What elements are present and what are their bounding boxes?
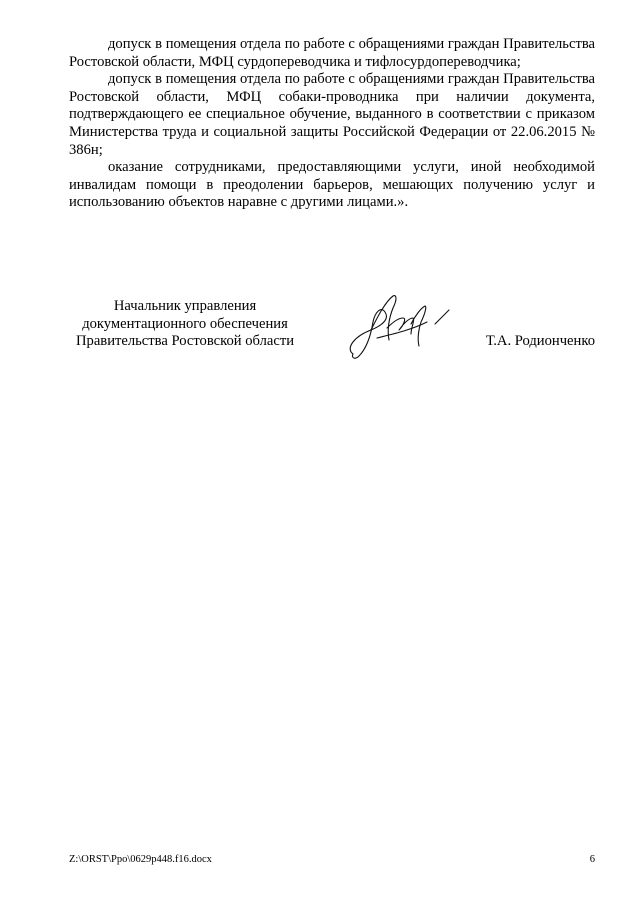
signer-position — [69, 298, 301, 351]
paragraph-sign-language-access: допуск в помещения отдела по работе с обращениями граждан Правительства Ростовской области, МФЦ сурдопереводчика и тифлосурдопереводчика; — [69, 36, 595, 70]
footer-file-path: Z:\ORST\Ppo\0629p448.f16.docx — [69, 854, 212, 865]
document-body — [69, 36, 595, 212]
signer-position-line: Правительства Ростовской области — [75, 333, 295, 350]
page-number: 6 — [589, 854, 595, 865]
signer-position-line: документационного обеспечения — [82, 315, 288, 332]
signer-position-line: Начальник управления — [113, 298, 257, 314]
paragraph-guide-dog-access: допуск в помещения отдела по работе с обращениями граждан Правительства Ростовской области, МФЦ собаки-проводника при наличии документа, подтверждающего ее специальное обучение, выданного в соответствии с приказом Министерства труда и социальной защиты Российской Федерации от 22.06.2015 № 386н; — [69, 71, 595, 158]
handwritten-signature — [341, 288, 461, 368]
signer-name: Т.А. Родионченко — [485, 333, 595, 349]
paragraph-staff-assistance: оказание сотрудниками, предоставляющими услуги, иной необходимой инвалидам помощи в преодолении барьеров, мешающих получению услуг и использованию объектов наравне с другими лицами.». — [69, 159, 595, 211]
signature-block — [69, 298, 595, 378]
